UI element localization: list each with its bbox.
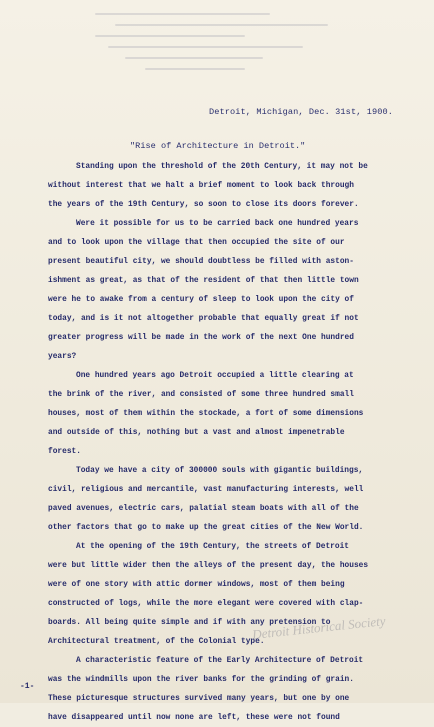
document-title: "Rise of Architecture in Detroit.": [130, 141, 306, 151]
text-line: At the opening of the 19th Century, the streets of Detroit: [76, 542, 350, 551]
text-line: A characteristic feature of the Early Architecture of Detroit: [76, 656, 364, 665]
text-line: Were it possible for us to be carried back one hundred years: [76, 219, 359, 228]
text-line: Architectural treatment, of the Colonial type.: [48, 637, 265, 646]
text-line: were but little wider then the alleys of the present day, the houses: [48, 561, 369, 570]
text-line: greater progress will be made in the work of the next One hundred: [48, 333, 354, 342]
text-line: were he to awake from a century of sleep to look upon the city of: [48, 295, 354, 304]
text-line: Today we have a city of 300000 souls with gigantic buildings,: [76, 466, 364, 475]
text-line: paved avenues, electric cars, palatial steam boats with all of the: [48, 504, 359, 513]
text-line: boards. All being quite simple and if with any pretension to: [48, 618, 331, 627]
text-line: without interest that we halt a brief moment to look back through: [48, 181, 354, 190]
text-line: have disappeared until now none are left, these were not found: [48, 713, 340, 722]
text-line: was the windmills upon the river banks for the grinding of grain.: [48, 675, 354, 684]
text-line: houses, most of them within the stockade, a fort of some dimensions: [48, 409, 364, 418]
text-line: were of one story with attic dormer windows, most of them being: [48, 580, 345, 589]
text-line: present beautiful city, we should doubtless be filled with aston-: [48, 257, 354, 266]
text-line: today, and is it not altogether probable that equally great if not: [48, 314, 359, 323]
text-line: the brink of the river, and consisted of some three hundred small: [48, 390, 354, 399]
text-line: constructed of logs, while the more elegant were covered with clap-: [48, 599, 364, 608]
text-line: and outside of this, nothing but a vast and almost impenetrable: [48, 428, 345, 437]
dateline: Detroit, Michigan, Dec. 31st, 1900.: [209, 107, 393, 117]
text-line: One hundred years ago Detroit occupied a little clearing at: [76, 371, 354, 380]
page-number: -1-: [20, 682, 35, 691]
text-line: the years of the 19th Century, so soon to close its doors forever.: [48, 200, 359, 209]
text-line: forest.: [48, 447, 81, 456]
text-line: civil, religious and mercantile, vast manufacturing interests, well: [48, 485, 364, 494]
text-line: Standing upon the threshold of the 20th Century, it may not be: [76, 162, 368, 171]
text-line: years?: [48, 352, 77, 361]
text-line: other factors that go to make up the great cities of the New World.: [48, 523, 364, 532]
bleed-through-text: [95, 4, 345, 84]
text-line: ishment as great, as that of the resident of that then little town: [48, 276, 359, 285]
text-line: and to look upon the village that then occupied the site of our: [48, 238, 345, 247]
text-line: These picturesque structures survived many years, but one by one: [48, 694, 350, 703]
watermark: Detroit Historical Society: [251, 613, 387, 642]
letter-body: [48, 157, 408, 727]
